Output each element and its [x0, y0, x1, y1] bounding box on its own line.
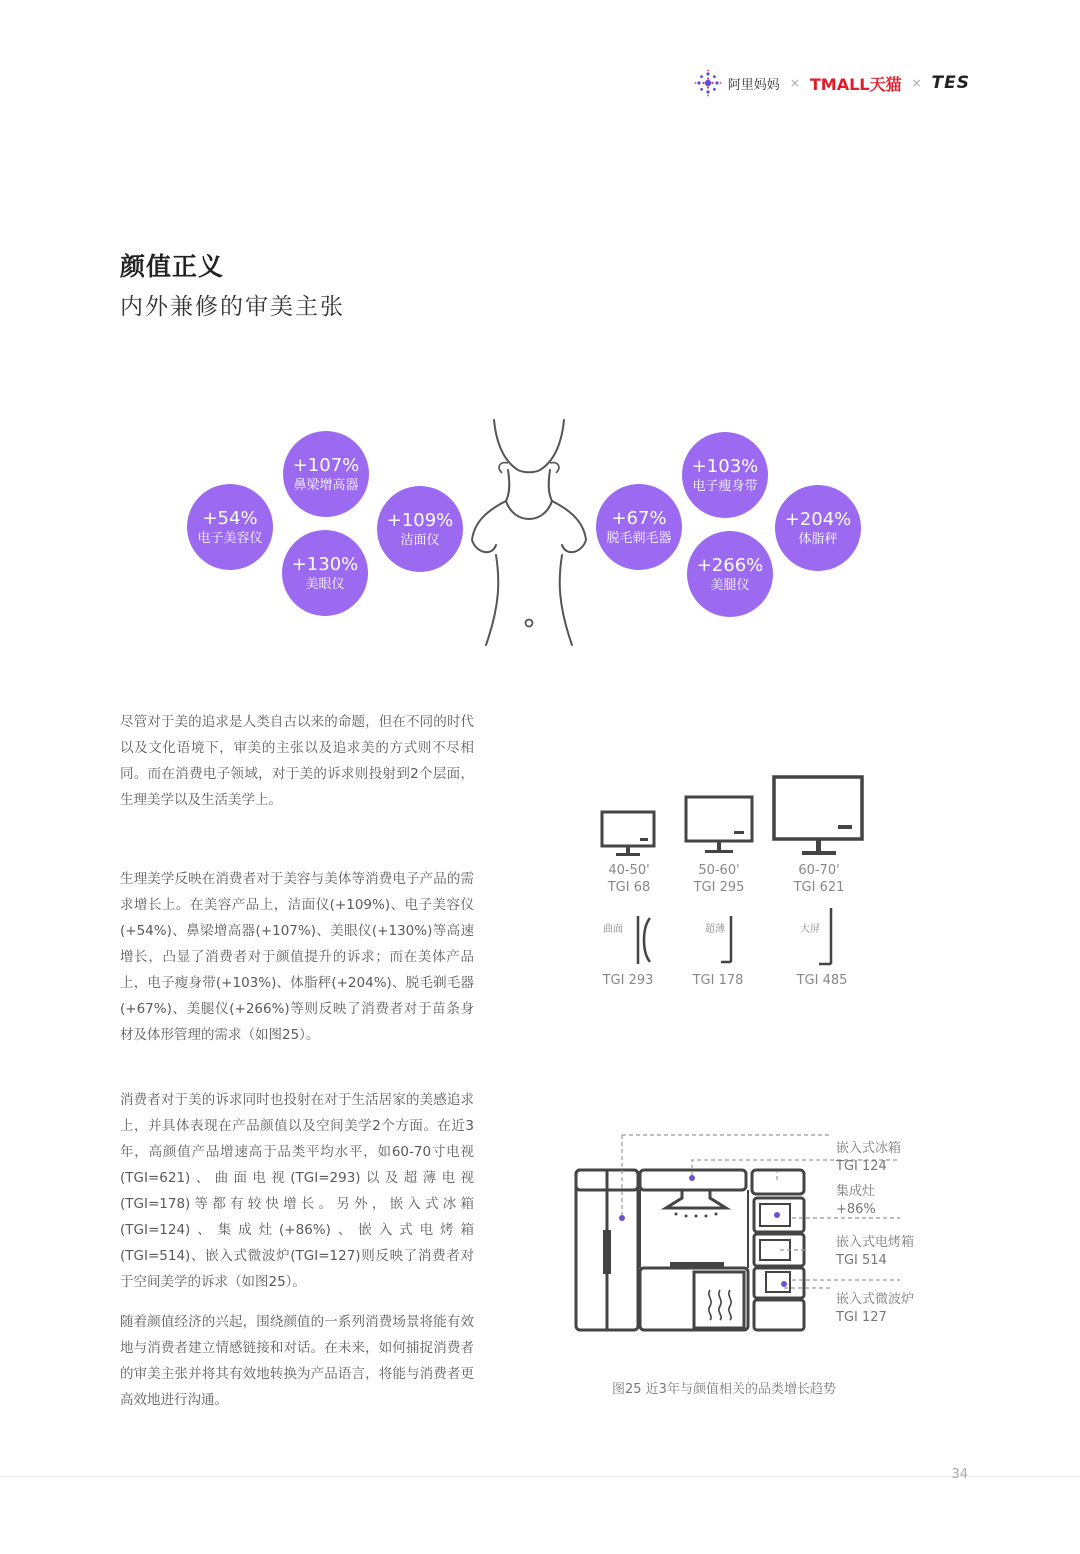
microwave-callout: 嵌入式微波炉 TGI 127 — [836, 1292, 915, 1325]
bubble-nose-lifter: +107% 鼻梁增高器 — [283, 431, 369, 517]
footer-divider — [0, 1476, 1080, 1477]
tv-medium-icon — [684, 795, 756, 859]
ultrathin-screen-icon — [715, 914, 737, 966]
figure-caption: 图25 近3年与颜值相关的品类增长趋势 — [612, 1382, 836, 1397]
tv-large-icon — [772, 775, 866, 860]
paragraph-3: 消费者对于美的诉求同时也投射在对于生活居家的美感追求上，并具体表现在产品颜值以及空间美学2个方面。在近3年，高颜值产品增速高于品类平均水平，如60-70寸电视(TGI=621)、曲面电视(TGI=293)以及超薄电视(TGI=178)等都有较快增长。另外，嵌入式冰箱(TGI=124)、集成灶(+86%)、嵌入式电烤箱(TGI=514)、嵌入式微波炉(TGI=127)则反映了消费者对于空间美学的诉求（如图25）。 — [120, 1092, 474, 1290]
paragraph-2: 生理美学反映在消费者对于美容与美体等消费电子产品的需求增长上。在美容产品上，洁面仪(+109%)、电子美容仪(+54%)、鼻梁增高器(+107%)、美眼仪(+130%)等高速增长，凸显了消费者对于颜值提升的诉求；而在美体产品上，电子瘦身带(+103%)、体脂秤(+204%)、脱毛剃毛器(+67%)、美腿仪(+266%)等则反映了消费者对于苗条身材及体形管理的需求（如图25）。 — [120, 871, 474, 1043]
logo-separator: × — [911, 76, 922, 90]
tv-medium-label: 50-60' TGI 295 — [693, 863, 745, 895]
tmall-logo: TMALL天猫 — [809, 74, 902, 94]
tv-large-label: 60-70' TGI 621 — [793, 863, 845, 895]
bubble-face-cleanser: +109% 洁面仪 — [377, 486, 463, 572]
bubble-leg-device: +266% 美腿仪 — [687, 531, 773, 617]
logo-separator: × — [789, 76, 800, 90]
alimama-icon — [694, 69, 722, 97]
curved-screen-icon — [632, 914, 654, 966]
bubble-hair-removal: +67% 脱毛剃毛器 — [596, 484, 682, 570]
fridge-callout: 嵌入式冰箱 TGI 124 — [836, 1141, 902, 1174]
bubble-electronic-beauty: +54% 电子美容仪 — [187, 484, 273, 570]
bigscreen-tgi: TGI 485 — [796, 973, 848, 988]
alimama-logo — [694, 69, 780, 97]
tv-small-label: 40-50' TGI 68 — [607, 863, 651, 895]
ultrathin-tag: 超薄 — [705, 924, 725, 935]
alimama-text: 阿里妈妈 — [727, 77, 780, 93]
page-title: 颜值正义 — [120, 252, 225, 281]
bubble-body-fat-scale: +204% 体脂秤 — [775, 485, 861, 571]
stove-callout: 集成灶 +86% — [836, 1184, 876, 1217]
bigscreen-tag: 大屏 — [800, 924, 820, 935]
paragraph-1: 尽管对于美的追求是人类自古以来的命题，但在不同的时代以及文化语境下，审美的主张以及追求美的方式则不尽相同。而在消费电子领域，对于美的诉求则投射到2个层面，生理美学以及生活美学上。 — [120, 714, 474, 808]
page-subtitle: 内外兼修的审美主张 — [120, 294, 345, 320]
paragraph-4: 随着颜值经济的兴起，围绕颜值的一系列消费场景将能有效地与消费者建立情感链接和对话。在未来，如何捕捉消费者的审美主张并将其有效地转换为产品语言，将能与消费者更高效地进行沟通。 — [120, 1314, 474, 1408]
tes-logo: TES — [931, 73, 970, 93]
tv-small-icon — [600, 810, 658, 860]
body-outline-illustration — [466, 415, 592, 650]
header-logos — [694, 66, 970, 100]
bubble-slimming-belt: +103% 电子瘦身带 — [682, 432, 768, 518]
curved-tgi: TGI 293 — [602, 973, 654, 988]
bubble-eye-device: +130% 美眼仪 — [282, 530, 368, 616]
ultrathin-tgi: TGI 178 — [692, 973, 744, 988]
page-number: 34 — [951, 1467, 968, 1482]
bigscreen-icon — [815, 906, 837, 968]
oven-callout: 嵌入式电烤箱 TGI 514 — [836, 1235, 915, 1268]
curved-tag: 曲面 — [603, 924, 623, 935]
